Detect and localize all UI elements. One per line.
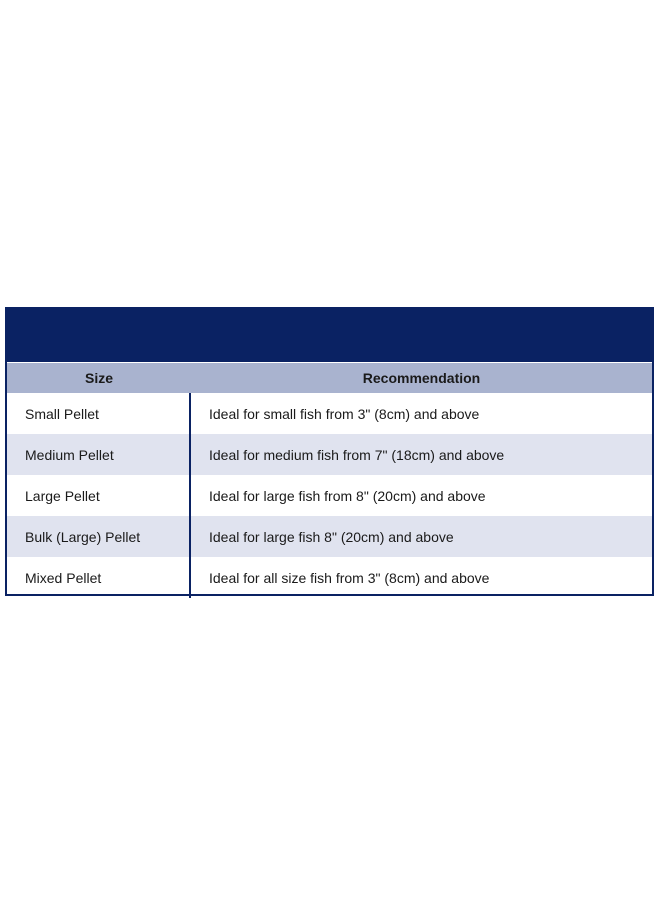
pellet-size-table [5, 307, 654, 596]
table-title-bar [7, 309, 652, 362]
header-recommendation: Recommendation [362, 370, 481, 386]
header-size: Size [84, 370, 113, 386]
table-row [7, 557, 652, 598]
table-row [7, 393, 652, 434]
table-header-row [7, 362, 652, 393]
table-row [7, 516, 652, 557]
size-cell: Bulk (Large) Pellet [7, 516, 191, 557]
table-row [7, 434, 652, 475]
size-cell: Large Pellet [7, 475, 191, 516]
size-cell: Small Pellet [7, 393, 191, 434]
size-cell: Medium Pellet [7, 434, 191, 475]
size-cell: Mixed Pellet [7, 557, 191, 598]
recommendation-cell: Ideal for medium fish from 7" (18cm) and above [209, 446, 505, 463]
recommendation-cell: Ideal for large fish from 8" (20cm) and above [209, 487, 486, 504]
recommendation-cell: Ideal for large fish 8" (20cm) and above [209, 528, 454, 545]
recommendation-cell: Ideal for small fish from 3" (8cm) and above [209, 405, 480, 422]
table-row [7, 475, 652, 516]
recommendation-cell: Ideal for all size fish from 3" (8cm) and above [209, 569, 490, 586]
